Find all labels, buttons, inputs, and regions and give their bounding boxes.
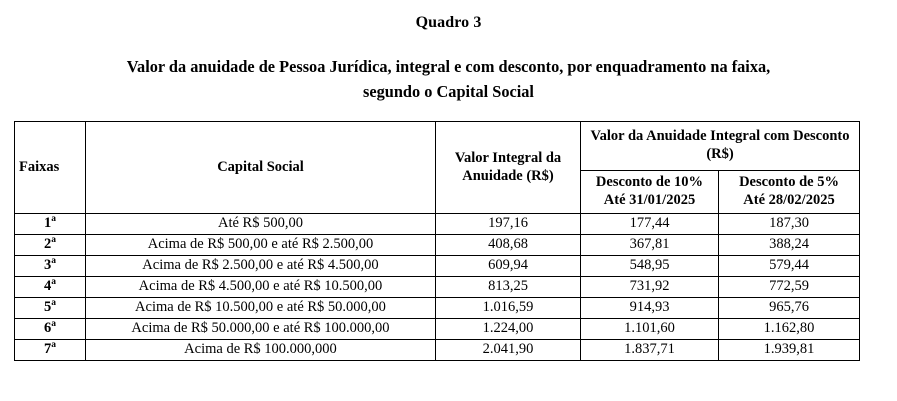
quadro-table — [14, 121, 860, 361]
cell-desconto-5: 388,24 — [719, 235, 860, 256]
faixa-number: 6 — [44, 320, 52, 337]
column-header-desconto-10 — [581, 171, 719, 214]
column-header-capital-social: Capital Social — [86, 122, 436, 214]
cell-desconto-5: 1.162,80 — [719, 319, 860, 340]
cell-desconto-10: 177,44 — [581, 214, 719, 235]
faixa-number: 4 — [44, 278, 52, 295]
table-row — [15, 214, 860, 235]
cell-faixa — [15, 277, 86, 298]
table-row — [15, 298, 860, 319]
cell-desconto-5: 772,59 — [719, 277, 860, 298]
faixa-number: 3 — [44, 257, 52, 274]
desconto-5-line-1: Desconto de 5% — [739, 174, 839, 191]
faixa-number: 7 — [44, 341, 52, 358]
table-row — [15, 235, 860, 256]
faixa-number: 5 — [44, 299, 52, 316]
cell-desconto-10: 1.101,60 — [581, 319, 719, 340]
column-group-header-desconto: Valor da Anuidade Integral com Desconto (R$) — [581, 122, 860, 171]
page-subtitle-line-1: Valor da anuidade de Pessoa Jurídica, integral e com desconto, por enquadramento na faixa, — [126, 57, 771, 76]
faixa-ordinal-suffix: a — [51, 298, 56, 309]
column-header-faixas: Faixas — [15, 122, 86, 214]
column-header-desconto-5 — [719, 171, 860, 214]
cell-faixa — [15, 340, 86, 361]
cell-valor-integral: 609,94 — [436, 256, 581, 277]
cell-valor-integral: 197,16 — [436, 214, 581, 235]
cell-valor-integral: 1.224,00 — [436, 319, 581, 340]
page-subtitle-line-2: segundo o Capital Social — [363, 81, 534, 101]
page-title: Quadro 3 — [415, 14, 482, 31]
quadro-table-wrapper — [14, 121, 859, 361]
cell-desconto-5: 579,44 — [719, 256, 860, 277]
cell-desconto-10: 548,95 — [581, 256, 719, 277]
cell-faixa — [15, 319, 86, 340]
desconto-5-line-2: Até 28/02/2025 — [743, 192, 835, 208]
table-header-row-1 — [15, 122, 860, 171]
cell-desconto-5: 187,30 — [719, 214, 860, 235]
faixa-ordinal-suffix: a — [51, 235, 56, 246]
cell-faixa — [15, 256, 86, 277]
cell-faixa — [15, 214, 86, 235]
cell-faixa — [15, 235, 86, 256]
cell-desconto-10: 731,92 — [581, 277, 719, 298]
cell-capital-social: Acima de R$ 2.500,00 e até R$ 4.500,00 — [86, 256, 436, 277]
table-body — [15, 214, 860, 361]
cell-desconto-10: 1.837,71 — [581, 340, 719, 361]
cell-capital-social: Até R$ 500,00 — [86, 214, 436, 235]
cell-valor-integral: 408,68 — [436, 235, 581, 256]
faixa-ordinal-suffix: a — [51, 256, 56, 267]
table-row — [15, 256, 860, 277]
cell-valor-integral: 813,25 — [436, 277, 581, 298]
table-head — [15, 122, 860, 214]
cell-desconto-5: 965,76 — [719, 298, 860, 319]
cell-desconto-10: 914,93 — [581, 298, 719, 319]
page-subtitle — [18, 31, 879, 104]
column-header-valor-integral: Valor Integral da Anuidade (R$) — [436, 122, 581, 214]
title-block — [0, 0, 897, 104]
cell-capital-social: Acima de R$ 100.000,000 — [86, 340, 436, 361]
cell-capital-social: Acima de R$ 4.500,00 e até R$ 10.500,00 — [86, 277, 436, 298]
table-row — [15, 340, 860, 361]
table-row — [15, 277, 860, 298]
cell-capital-social: Acima de R$ 500,00 e até R$ 2.500,00 — [86, 235, 436, 256]
cell-faixa — [15, 298, 86, 319]
faixa-ordinal-suffix: a — [51, 340, 56, 351]
faixa-ordinal-suffix: a — [51, 214, 56, 225]
cell-capital-social: Acima de R$ 50.000,00 e até R$ 100.000,00 — [86, 319, 436, 340]
faixa-ordinal-suffix: a — [51, 277, 56, 288]
cell-capital-social: Acima de R$ 10.500,00 e até R$ 50.000,00 — [86, 298, 436, 319]
table-row — [15, 319, 860, 340]
faixa-number: 2 — [44, 236, 52, 253]
cell-desconto-5: 1.939,81 — [719, 340, 860, 361]
faixa-ordinal-suffix: a — [51, 319, 56, 330]
faixa-number: 1 — [44, 215, 52, 232]
desconto-10-line-1: Desconto de 10% — [595, 174, 704, 191]
desconto-10-line-2: Até 31/01/2025 — [603, 192, 696, 208]
cell-valor-integral: 1.016,59 — [436, 298, 581, 319]
cell-desconto-10: 367,81 — [581, 235, 719, 256]
cell-valor-integral: 2.041,90 — [436, 340, 581, 361]
